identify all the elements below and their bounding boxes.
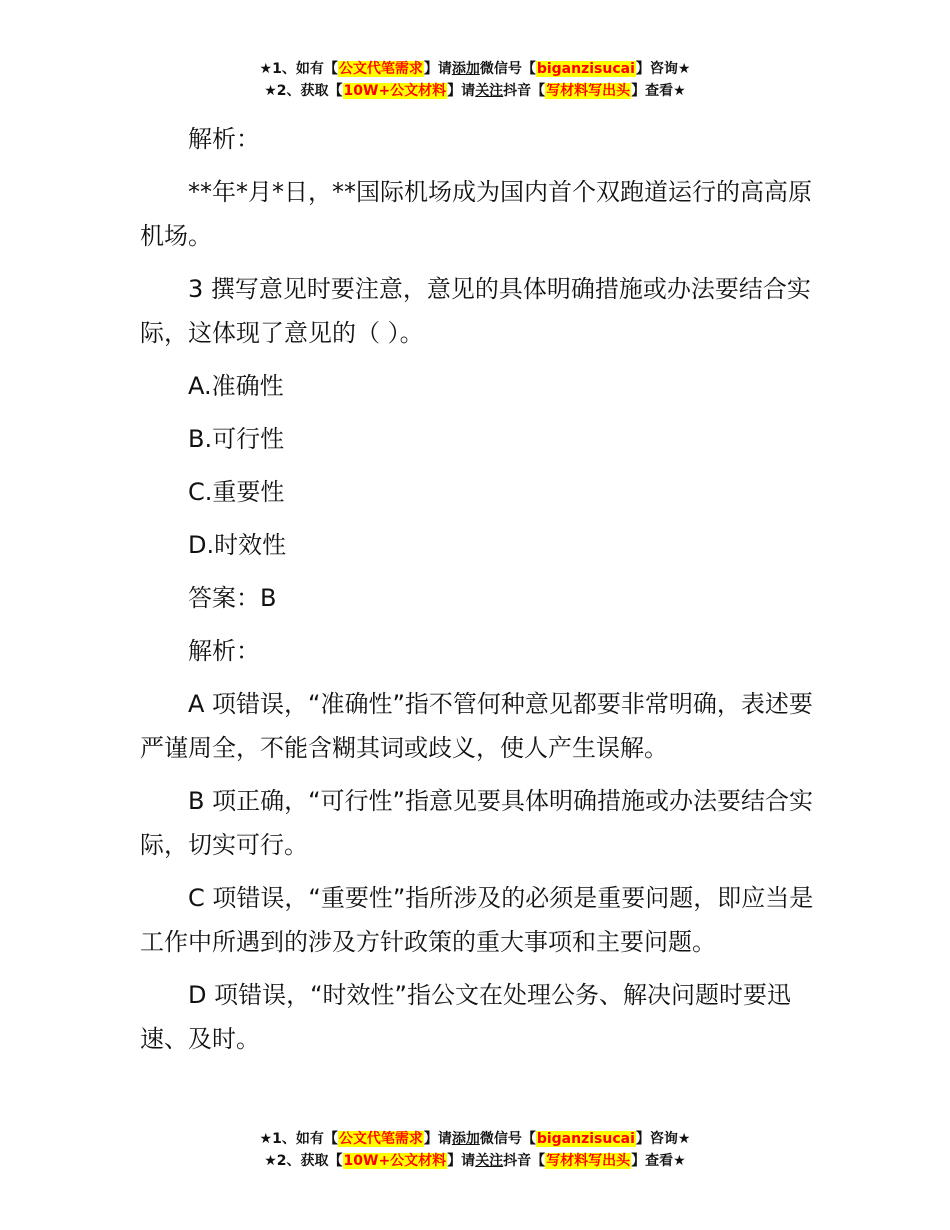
answer: 答案：B xyxy=(188,584,277,612)
banner-highlight: 公文代笔需求 xyxy=(338,61,423,77)
banner-text: 】咨询★ xyxy=(635,61,691,77)
banner-highlight: biganzisucai xyxy=(536,61,635,77)
banner-highlight: 10W+公文材料 xyxy=(343,83,447,99)
paragraph: **年*月*日，**国际机场成为国内首个双跑道运行的高高原机场。 xyxy=(140,178,812,250)
explanation-d: D 项错误，“时效性”指公文在处理公务、解决问题时要迅速、及时。 xyxy=(140,981,791,1053)
option-a: A.准确性 xyxy=(188,372,284,400)
banner-underline: 关注 xyxy=(475,1153,504,1169)
banner-text: 】请 xyxy=(447,1153,476,1169)
header-banner xyxy=(0,58,950,102)
analysis-heading: 解析： xyxy=(188,637,260,665)
question-3: 3 撰写意见时要注意，意见的具体明确措施或办法要结合实际，这体现了意见的（ ）。 xyxy=(140,275,811,347)
banner-text: 抖音【 xyxy=(503,1153,546,1169)
banner-underline: 添加 xyxy=(451,1131,480,1147)
banner-text: ★1、如有【 xyxy=(259,1131,338,1147)
option-b: B.可行性 xyxy=(188,425,285,453)
banner-underline: 关注 xyxy=(475,83,504,99)
banner-line-2 xyxy=(0,1150,950,1172)
option-c: C.重要性 xyxy=(188,478,285,506)
document-body xyxy=(140,117,815,1070)
banner-text: ★2、获取【 xyxy=(264,1153,343,1169)
banner-highlight: 写材料写出头 xyxy=(546,1153,631,1169)
banner-highlight: 10W+公文材料 xyxy=(343,1153,447,1169)
banner-line-1 xyxy=(0,58,950,80)
banner-text: 】咨询★ xyxy=(635,1131,691,1147)
explanation-b: B 项正确，“可行性”指意见要具体明确措施或办法要结合实际，切实可行。 xyxy=(140,787,813,859)
option-d: D.时效性 xyxy=(188,531,287,559)
banner-underline: 添加 xyxy=(451,61,480,77)
explanation-a: A 项错误，“准确性”指不管何种意见都要非常明确，表述要严谨周全，不能含糊其词或歧义，使人产生误解。 xyxy=(140,690,813,762)
banner-text: 】请 xyxy=(423,1131,452,1147)
footer-banner xyxy=(0,1128,950,1172)
banner-text: 】请 xyxy=(423,61,452,77)
banner-text: 】查看★ xyxy=(631,83,686,99)
banner-highlight: biganzisucai xyxy=(536,1131,635,1147)
banner-highlight: 写材料写出头 xyxy=(546,83,631,99)
banner-text: 微信号【 xyxy=(479,61,536,77)
banner-text: 抖音【 xyxy=(503,83,546,99)
banner-text: 微信号【 xyxy=(479,1131,536,1147)
banner-highlight: 公文代笔需求 xyxy=(338,1131,423,1147)
banner-text: ★1、如有【 xyxy=(259,61,338,77)
banner-text: 】请 xyxy=(447,83,476,99)
banner-text: ★2、获取【 xyxy=(264,83,343,99)
banner-text: 】查看★ xyxy=(631,1153,686,1169)
analysis-heading: 解析： xyxy=(188,125,260,153)
banner-line-2 xyxy=(0,80,950,102)
banner-line-1 xyxy=(0,1128,950,1150)
explanation-c: C 项错误，“重要性”指所涉及的必须是重要问题，即应当是工作中所遇到的涉及方针政策的重大事项和主要问题。 xyxy=(140,884,814,956)
